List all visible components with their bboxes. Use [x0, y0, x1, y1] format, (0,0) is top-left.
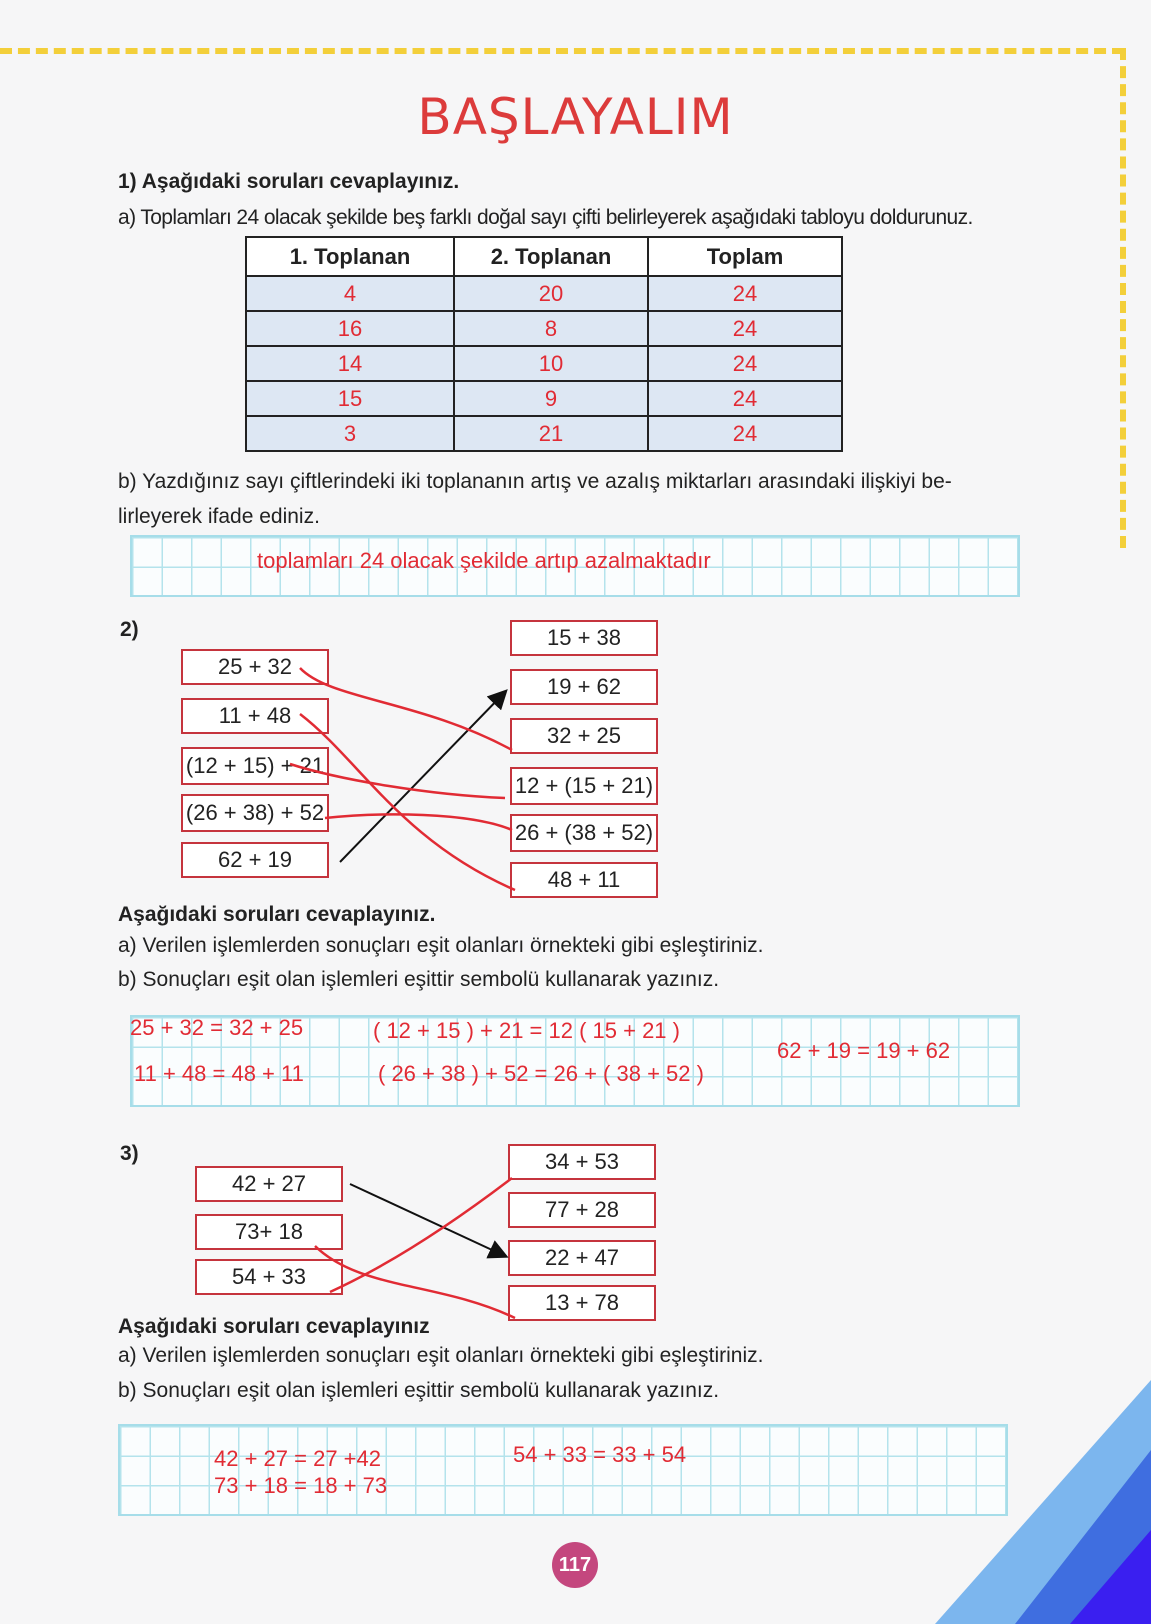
q2-right-box: 19 + 62: [510, 669, 658, 705]
q2-answer: ( 26 + 38 ) + 52 = 26 + ( 38 + 52 ): [378, 1061, 704, 1086]
table-cell: 3: [246, 416, 454, 451]
page-title: BAŞLAYALIM: [417, 88, 734, 146]
table-cell: 15: [246, 381, 454, 416]
q1-b-text-line2: lirleyerek ifade ediniz.: [118, 505, 320, 528]
q2-heading: Aşağıdaki soruları cevaplayınız.: [118, 903, 436, 926]
q1-heading: 1) Aşağıdaki soruları cevaplayınız.: [118, 170, 460, 193]
q2-answer: 11 + 48 = 48 + 11: [134, 1061, 304, 1086]
table-header: 1. Toplanan: [246, 237, 454, 276]
q2-answer: 62 + 19 = 19 + 62: [777, 1038, 951, 1063]
q2-b-text: b) Sonuçları eşit olan işlemleri eşittir sembolü kullanarak yazınız.: [118, 968, 720, 991]
table-cell: 24: [648, 416, 842, 451]
table-cell: 4: [246, 276, 454, 311]
example-arrow: [350, 1184, 505, 1256]
q3-answer: 54 + 33 = 33 + 54: [513, 1442, 687, 1467]
table-header: Toplam: [648, 237, 842, 276]
q2-left-box: 25 + 32: [181, 649, 329, 685]
q3-a-text: a) Verilen işlemlerden sonuçları eşit olanları örnekteki gibi eşleştiriniz.: [118, 1344, 764, 1367]
table-cell: 10: [454, 346, 648, 381]
q2-right-box: 15 + 38: [510, 620, 658, 656]
q3-number: 3): [120, 1142, 139, 1165]
q3-left-box: 73+ 18: [195, 1214, 343, 1250]
q2-right-box: 12 + (15 + 21): [510, 767, 658, 805]
match-line: [315, 1246, 515, 1318]
q2-left-box: 11 + 48: [181, 698, 329, 734]
table-cell: 9: [454, 381, 648, 416]
q3-right-box: 22 + 47: [508, 1240, 656, 1276]
match-line: [330, 1178, 512, 1292]
q2-left-box: (12 + 15) + 21: [181, 747, 329, 785]
table-cell: 16: [246, 311, 454, 346]
page-number-badge: 117: [552, 1542, 598, 1588]
q2-number: 2): [120, 618, 139, 641]
q1-a-text: a) Toplamları 24 olacak şekilde beş farklı doğal sayı çifti belirleyerek aşağıdaki tabloyu doldurunuz.: [118, 206, 973, 229]
q2-left-box: 62 + 19: [181, 842, 329, 878]
q2-answer: 25 + 32 = 32 + 25: [130, 1015, 304, 1040]
q3-right-box: 34 + 53: [508, 1144, 656, 1180]
q2-right-box: 26 + (38 + 52): [510, 814, 658, 852]
q3-answer: 73 + 18 = 18 + 73: [214, 1473, 388, 1498]
q2-answer: ( 12 + 15 ) + 21 = 12 ( 15 + 21 ): [373, 1018, 680, 1043]
table-header: 2. Toplanan: [454, 237, 648, 276]
q3-left-box: 54 + 33: [195, 1259, 343, 1295]
q3-left-box: 42 + 27: [195, 1166, 343, 1202]
table-cell: 8: [454, 311, 648, 346]
q3-heading: Aşağıdaki soruları cevaplayınız: [118, 1315, 430, 1338]
q2-right-box: 32 + 25: [510, 718, 658, 754]
table-cell: 20: [454, 276, 648, 311]
q3-b-text: b) Sonuçları eşit olan işlemleri eşittir sembolü kullanarak yazınız.: [118, 1379, 720, 1402]
q2-a-text: a) Verilen işlemlerden sonuçları eşit olanları örnekteki gibi eşleştiriniz.: [118, 934, 764, 957]
table-cell: 24: [648, 381, 842, 416]
q2-left-box: (26 + 38) + 52: [181, 794, 329, 832]
q3-answer: 42 + 27 = 27 +42: [214, 1446, 381, 1471]
q3-right-box: 77 + 28: [508, 1192, 656, 1228]
table-cell: 21: [454, 416, 648, 451]
table-cell: 14: [246, 346, 454, 381]
q1-b-answer: toplamları 24 olacak şekilde artıp azalmaktadır: [257, 548, 711, 573]
q2-right-box: 48 + 11: [510, 862, 658, 898]
table-cell: 24: [648, 311, 842, 346]
q1-b-text-line1: b) Yazdığınız sayı çiftlerindeki iki toplananın artış ve azalış miktarları arasındaki ilişkiyi be-: [118, 470, 952, 493]
q3-right-box: 13 + 78: [508, 1285, 656, 1321]
table-cell: 24: [648, 276, 842, 311]
table-cell: 24: [648, 346, 842, 381]
